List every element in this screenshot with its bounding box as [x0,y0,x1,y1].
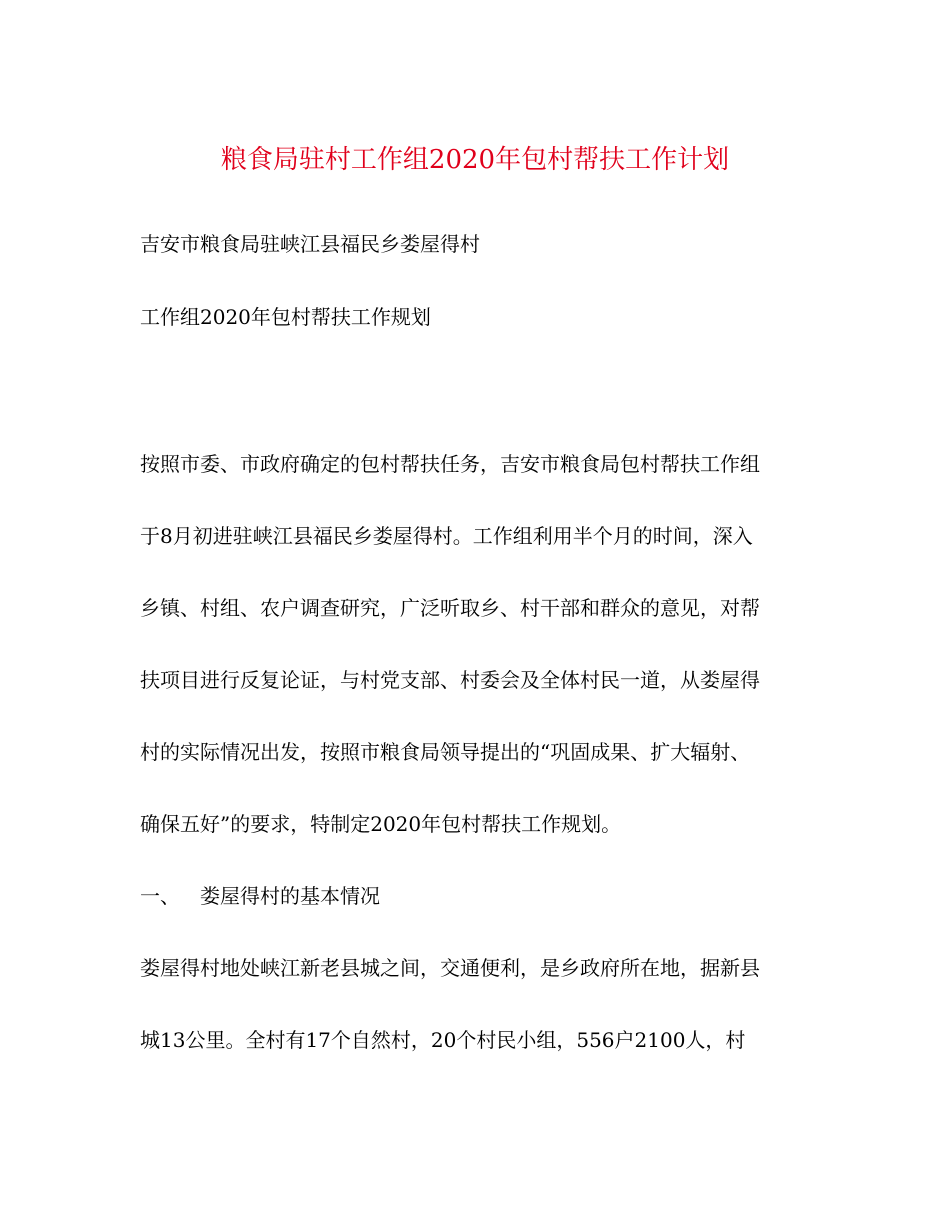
intro-line-4: 扶项目进行反复论证，与村党支部、村委会及全体村民一道，从娄屋得 [140,668,760,692]
intro-line-2: 于8月初进驻峡江县福民乡娄屋得村。工作组利用半个月的时间，深入 [140,524,753,548]
intro-line-6: 确保五好”的要求，特制定2020年包村帮扶工作规划。 [140,812,622,836]
section-1-heading-text: 娄屋得村的基本情况 [200,884,380,908]
intro-line-1: 按照市委、市政府确定的包村帮扶任务，吉安市粮食局包村帮扶工作组 [140,452,760,476]
section-1-line-2: 城13公里。全村有17个自然村，20个村民小组，556户2100人，村 [140,1028,746,1052]
subtitle-line-2: 工作组2020年包村帮扶工作规划 [140,305,431,329]
intro-line-5: 村的实际情况出发，按照市粮食局领导提出的“巩固成果、扩大辐射、 [140,740,751,764]
section-1-number: 一、 [140,884,180,908]
intro-line-3: 乡镇、村组、农户调查研究，广泛听取乡、村干部和群众的意见，对帮 [140,596,760,620]
subtitle-line-1: 吉安市粮食局驻峡江县福民乡娄屋得村 [140,232,480,256]
section-1-heading [140,882,820,910]
document-title: 粮食局驻村工作组2020年包村帮扶工作计划 [220,145,730,175]
section-1-line-1: 娄屋得村地处峡江新老县城之间，交通便利，是乡政府所在地，据新县 [140,956,760,980]
